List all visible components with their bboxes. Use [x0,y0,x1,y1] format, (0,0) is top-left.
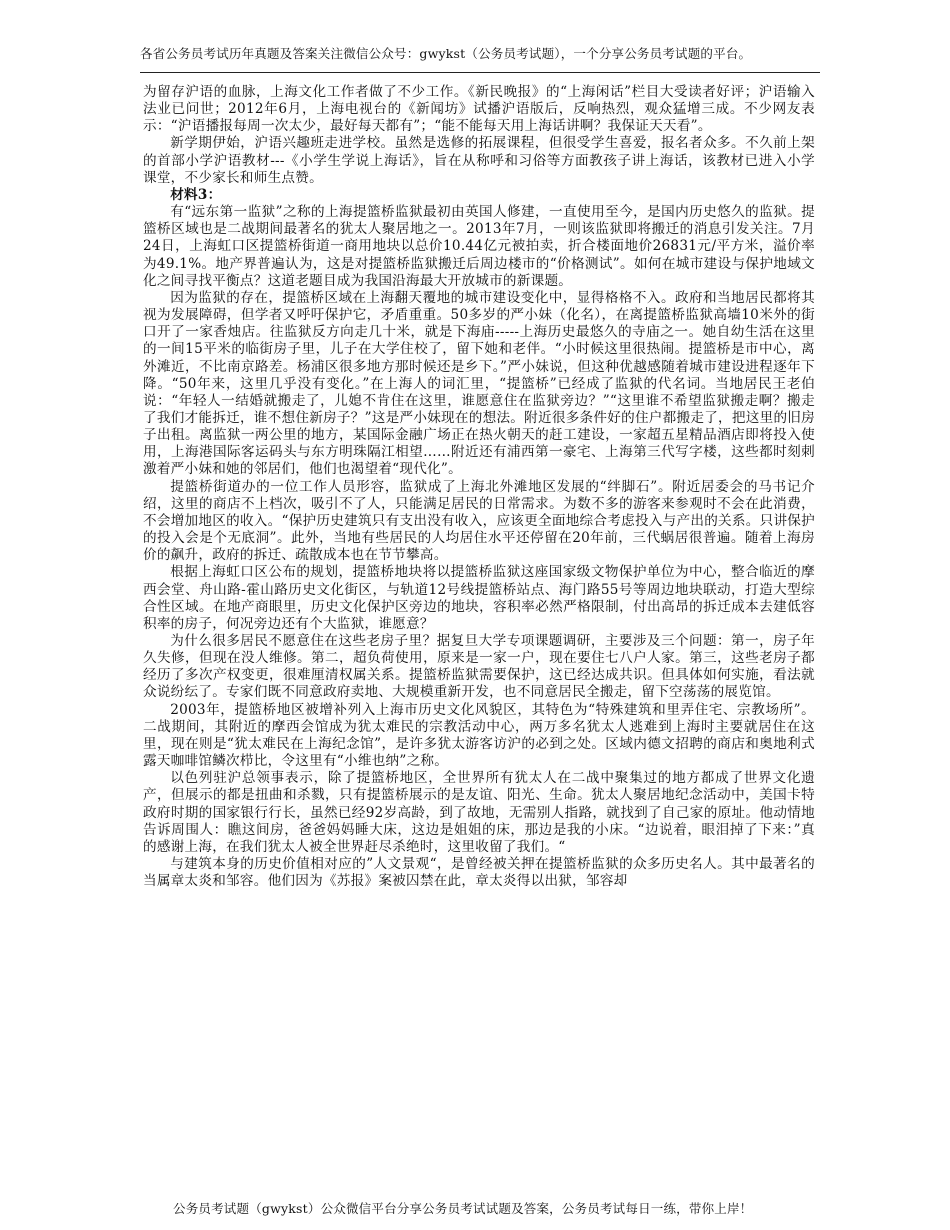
article-body [143,84,815,890]
paragraph: 以色列驻沪总领事表示，除了提篮桥地区，全世界所有犹太人在二战中聚集过的地方都成了世界文化遗产，但展示的都是扭曲和杀戮，只有提篮桥展示的是友谊、阳光、生命。犹太人聚居地纪念活动中，美国卡特政府时期的国家银行行长，虽然已经92岁高龄，到了故地，无需别人指路，就找到了自己家的原址。他动情地告诉周围人：瞧这间房，爸爸妈妈睡大床，这边是姐姐的床，那边是我的小床。“边说着，眼泪掉了下来：”真的感谢上海，在我们犹太人被全世界赶尽杀绝时，这里收留了我们。“ [143,770,815,855]
paragraph: 提篮桥街道办的一位工作人员形容，监狱成了上海北外滩地区发展的“绊脚石”。附近居委会的马书记介绍，这里的商店不上档次，吸引不了人，只能满足居民的日常需求。为数不多的游客来参观时不会在此消费，不会增加地区的收入。“保护历史建筑只有支出没有收入，应该更全面地综合考虑投入与产出的关系。只讲保护的投入会是个无底洞”。此外，当地有些居民的人均居住水平还停留在20年前，三代蜗居很普遍。随着上海房价的飙升，政府的拆迁、疏散成本也在节节攀高。 [143,478,815,564]
paragraph: 与建筑本身的历史价值相对应的”人文景观“，是曾经被关押在提篮桥监狱的众多历史名人。其中最著名的当属章太炎和邹容。他们因为《苏报》案被囚禁在此，章太炎得以出狱，邹容却 [143,856,815,890]
paragraph: 根据上海虹口区公布的规划，提篮桥地块将以提篮桥监狱这座国家级文物保护单位为中心，整合临近的摩西会堂、舟山路-霍山路历史文化街区，与轨道12号线提篮桥站点、海门路55号等周边地块联动，打造大型综合性区域。在地产商眼里，历史文化保护区旁边的地块，容积率必然严格限制，付出高昂的拆迁成本去建低容积率的房子，何况旁边还有个大监狱，谁愿意？ [143,564,815,632]
paragraph: 2003年，提篮桥地区被增补列入上海市历史文化风貌区，其特色为“特殊建筑和里弄住宅、宗教场所”。二战期间，其附近的摩西会馆成为犹太难民的宗教活动中心，两万多名犹太人逃难到上海时主要就居住在这里，现在则是“犹太难民在上海纪念馆”，是许多犹太游客访沪的必到之处。区域内德文招聘的商店和奥地利式露天咖啡馆鳞次栉比，令这里有“小维也纳”之称。 [143,701,815,770]
header-divider [140,72,820,73]
page-header: 各省公务员考试历年真题及答案关注微信公众号：gwykst（公务员考试题），一个分享公务员考试题的平台。 [140,46,752,61]
paragraph: 新学期伊始，沪语兴趣班走进学校。虽然是选修的拓展课程，但很受学生喜爱，报名者众多。不久前上架的首部小学沪语教材---《小学生学说上海话》，旨在从称呼和习俗等方面教孩子讲上海话，该教材已进入小学课堂，不少家长和师生点赞。 [143,135,815,186]
paragraph: 为留存沪语的血脉，上海文化工作者做了不少工作。《新民晚报》的“上海闲话”栏目大受读者好评；沪语输入法业已问世；2012年6月，上海电视台的《新闻坊》试播沪语版后，反响热烈，观众猛增三成。不少网友表示：“沪语播报每周一次太少，最好每天都有”；“能不能每天用上海话讲啊？我保证天天看”。 [143,84,815,135]
paragraph: 因为监狱的存在，提篮桥区域在上海翻天覆地的城市建设变化中，显得格格不入。政府和当地居民都将其视为发展障碍，但学者又呼吁保护它，矛盾重重。50多岁的严小妹（化名），在离提篮桥监狱高墙10米外的街口开了一家香烛店。往监狱反方向走几十米，就是下海庙-----上海历史最悠久的寺庙之一。她自幼生活在这里的一间15平米的临街房子里，儿子在大学住校了，留下她和老伴。“小时候这里很热闹。提篮桥是市中心，离外滩近，不比南京路差。杨浦区很多地方那时候还是乡下。”严小妹说，但这种优越感随着城市建设进程逐年下降。“50年来，这里几乎没有变化。”在上海人的词汇里，“提篮桥”已经成了监狱的代名词。当地居民王老伯说：“年轻人一结婚就搬走了，儿媳不肯住在这里，谁愿意住在监狱旁边？”“这里谁不希望监狱搬走啊？搬走了我们才能拆迁，谁不想住新房子？”这是严小妹现在的想法。附近很多条件好的住户都搬走了，把这里的旧房子出租。离监狱一两公里的地方，某国际金融广场正在热火朝天的赶工建设，一家超五星精品酒店即将投入使用，上海港国际客运码头与东方明珠隔江相望……附近还有浦西第一豪宅、上海第三代写字楼，这些都时刻刺激着严小妹和她的邻居们，他们也渴望着“现代化”。 [143,289,815,478]
section-heading: 材料3： [170,186,222,203]
paragraph: 为什么很多居民不愿意住在这些老房子里？据复旦大学专项课题调研，主要涉及三个问题：第一，房子年久失修，但现在没人维修。第二，超负荷使用，原来是一家一户，现在要住七八户人家。第三，这些老房子都经历了多次产权变更，很难厘清权属关系。提篮桥监狱需要保护，这已经达成共识。但具体如何实施，看法就众说纷纭了。专家们既不同意政府卖地、大规模重新开发，也不同意居民全搬走，留下空荡荡的展览馆。 [143,633,815,701]
paragraph: 有“远东第一监狱”之称的上海提篮桥监狱最初由英国人修建，一直使用至今，是国内历史悠久的监狱。提篮桥区域也是二战期间最著名的犹太人聚居地之一。2013年7月，一则该监狱即将搬迁的消息引发关注。7月24日，上海虹口区提篮桥街道一商用地块以总价10.44亿元被拍卖，折合楼面地价26831元/平方米，溢价率为49.1%。地产界普遍认为，这是对提篮桥监狱搬迁后周边楼市的“价格测试”。如何在城市建设与保护地域文化之间寻找平衡点？这道老题目成为我国沿海最大开放城市的新课题。 [143,204,815,289]
page-footer: 公务员考试题（gwykst）公众微信平台分享公务员考试试题及答案，公务员考试每日一练，带你上岸！ [173,1201,753,1216]
